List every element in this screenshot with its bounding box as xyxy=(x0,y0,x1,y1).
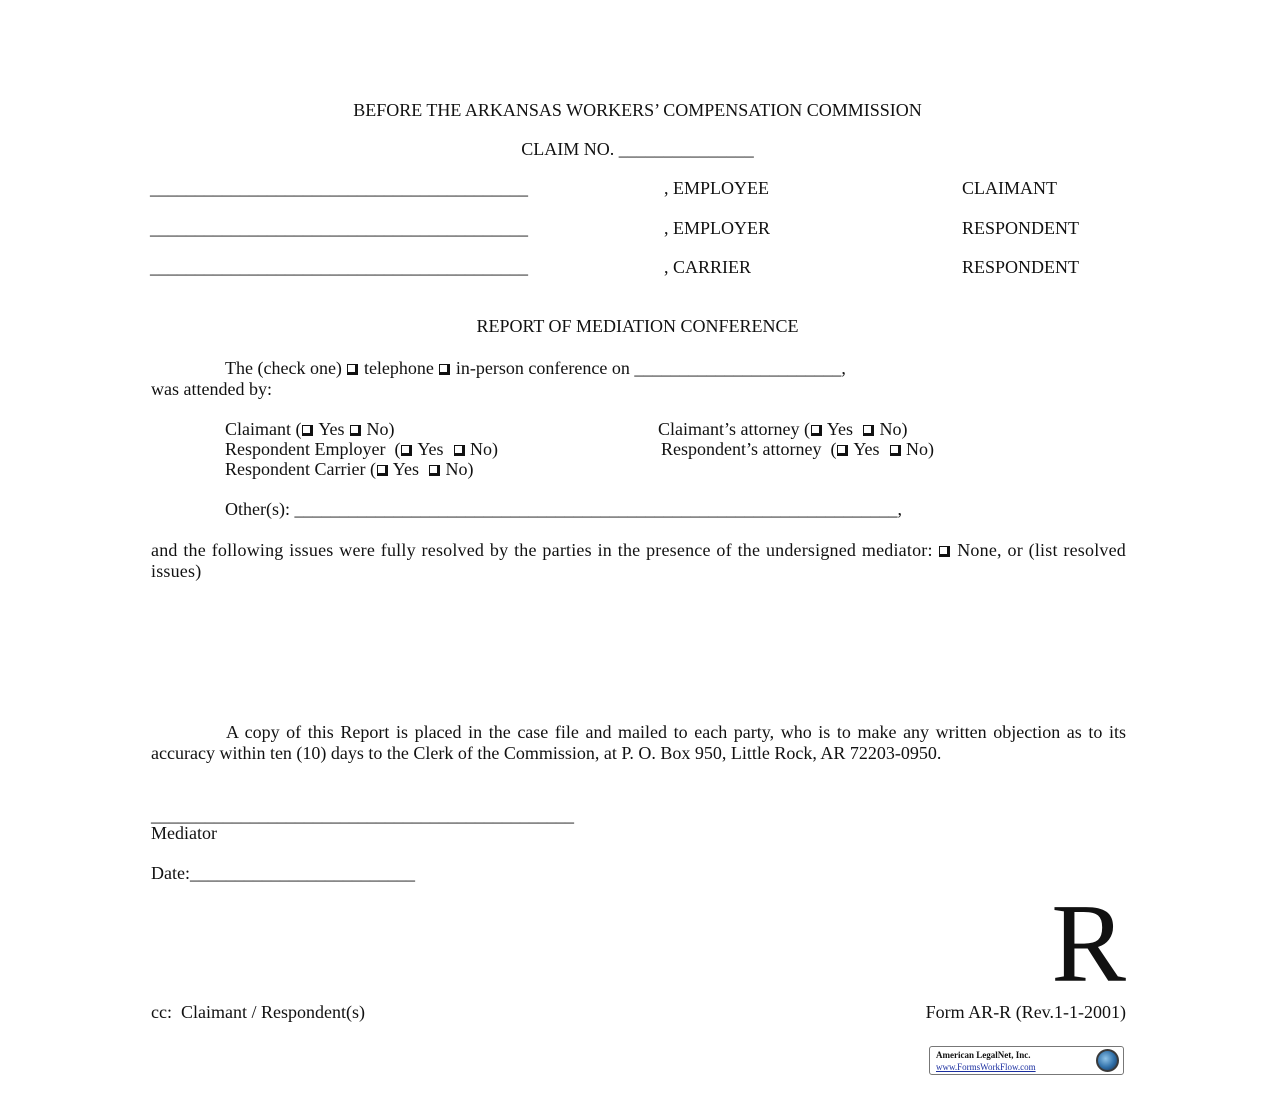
telephone-label: telephone xyxy=(363,358,434,378)
no-label: No) xyxy=(906,439,935,459)
party-role-label: CLAIMANT xyxy=(962,178,1057,198)
mediator-label: Mediator xyxy=(151,823,217,843)
claimant-attorney-label: Claimant’s attorney ( xyxy=(658,419,810,439)
copy-notice-paragraph: A copy of this Report is placed in the case file and mailed to each party, who is to make any written objection as to its accuracy within ten (10) days to the Clerk of the Commission, at P. O. Box 950, Little Rock, AR 72203-0950. xyxy=(151,722,1126,763)
claimant-attorney-no-checkbox[interactable] xyxy=(863,425,874,436)
party-role-label: RESPONDENT xyxy=(962,257,1080,277)
cc-line: cc: Claimant / Respondent(s) xyxy=(151,1002,365,1022)
party-type-label: , EMPLOYER xyxy=(664,218,771,238)
none-checkbox[interactable] xyxy=(939,546,950,557)
claimant-label: Claimant ( xyxy=(225,419,302,439)
no-label: No) xyxy=(470,439,499,459)
yes-label: Yes xyxy=(392,459,419,479)
claimant-no-checkbox[interactable] xyxy=(350,425,361,436)
yes-label: Yes xyxy=(318,419,345,439)
conference-line xyxy=(225,359,846,377)
party-role-label: RESPONDENT xyxy=(962,218,1080,238)
none-option-label: None, or (list resolved issues) xyxy=(151,540,1127,581)
yes-label: Yes xyxy=(826,419,854,439)
report-title: REPORT OF MEDIATION CONFERENCE xyxy=(476,316,799,336)
employer-yes-checkbox[interactable] xyxy=(401,445,412,456)
mediator-signature-line[interactable]: _______________________________________________ xyxy=(151,805,574,825)
carrier-yes-checkbox[interactable] xyxy=(377,465,388,476)
claim-number-field[interactable]: CLAIM NO. _______________ xyxy=(521,139,754,159)
no-label: No) xyxy=(879,419,908,439)
respondent-attorney-label: Respondent’s attorney ( xyxy=(661,439,837,459)
employee-name-field[interactable]: __________________________________________ xyxy=(150,178,528,198)
date-line xyxy=(151,864,415,882)
employer-no-checkbox[interactable] xyxy=(454,445,465,456)
logo-company-name: American LegalNet, Inc. xyxy=(936,1050,1031,1060)
conference-prefix: The (check one) xyxy=(225,358,342,378)
respondent-attorney-no-checkbox[interactable] xyxy=(890,445,901,456)
no-label: No) xyxy=(445,459,474,479)
others-label: Other(s): xyxy=(225,499,290,519)
american-legalnet-logo[interactable] xyxy=(929,1046,1124,1075)
others-line xyxy=(225,500,902,518)
carrier-name-field[interactable]: __________________________________________ xyxy=(150,257,528,277)
conference-date-field[interactable]: _______________________, xyxy=(634,358,846,378)
claimant-yes-checkbox[interactable] xyxy=(302,425,313,436)
date-field[interactable]: _________________________ xyxy=(189,863,415,883)
carrier-no-checkbox[interactable] xyxy=(429,465,440,476)
in-person-checkbox[interactable] xyxy=(439,364,450,375)
logo-url-link[interactable]: www.FormsWorkFlow.com xyxy=(936,1062,1036,1072)
party-type-label: , CARRIER xyxy=(664,257,752,277)
no-label: No) xyxy=(366,419,395,439)
telephone-checkbox[interactable] xyxy=(347,364,358,375)
employer-attendance xyxy=(225,440,498,458)
party-type-label: , EMPLOYEE xyxy=(664,178,769,198)
claimant-attendance xyxy=(225,420,395,438)
in-person-label: in-person conference on xyxy=(455,358,630,378)
issues-paragraph xyxy=(151,540,1126,582)
yes-label: Yes xyxy=(417,439,444,459)
date-label: Date: xyxy=(151,863,190,883)
globe-icon xyxy=(1096,1049,1119,1072)
form-title: BEFORE THE ARKANSAS WORKERS’ COMPENSATION COMMISSION xyxy=(353,100,922,120)
issues-text: and the following issues were fully resolved by the parties in the presence of the undersigned mediator: xyxy=(151,540,933,560)
yes-label: Yes xyxy=(853,439,880,459)
form-number: Form AR-R (Rev.1-1-2001) xyxy=(925,1002,1126,1022)
carrier-label: Respondent Carrier ( xyxy=(225,459,376,479)
respondent-attorney-yes-checkbox[interactable] xyxy=(837,445,848,456)
claimant-attorney-attendance xyxy=(658,420,908,438)
employer-name-field[interactable]: __________________________________________ xyxy=(150,218,528,238)
attended-by-label: was attended by: xyxy=(151,379,272,399)
employer-label: Respondent Employer ( xyxy=(225,439,401,459)
others-field[interactable]: ___________________________________________________________________, xyxy=(294,499,902,519)
form-letter-mark: R xyxy=(1051,882,1126,1006)
claimant-attorney-yes-checkbox[interactable] xyxy=(811,425,822,436)
carrier-attendance xyxy=(225,460,474,478)
respondent-attorney-attendance xyxy=(661,440,934,458)
